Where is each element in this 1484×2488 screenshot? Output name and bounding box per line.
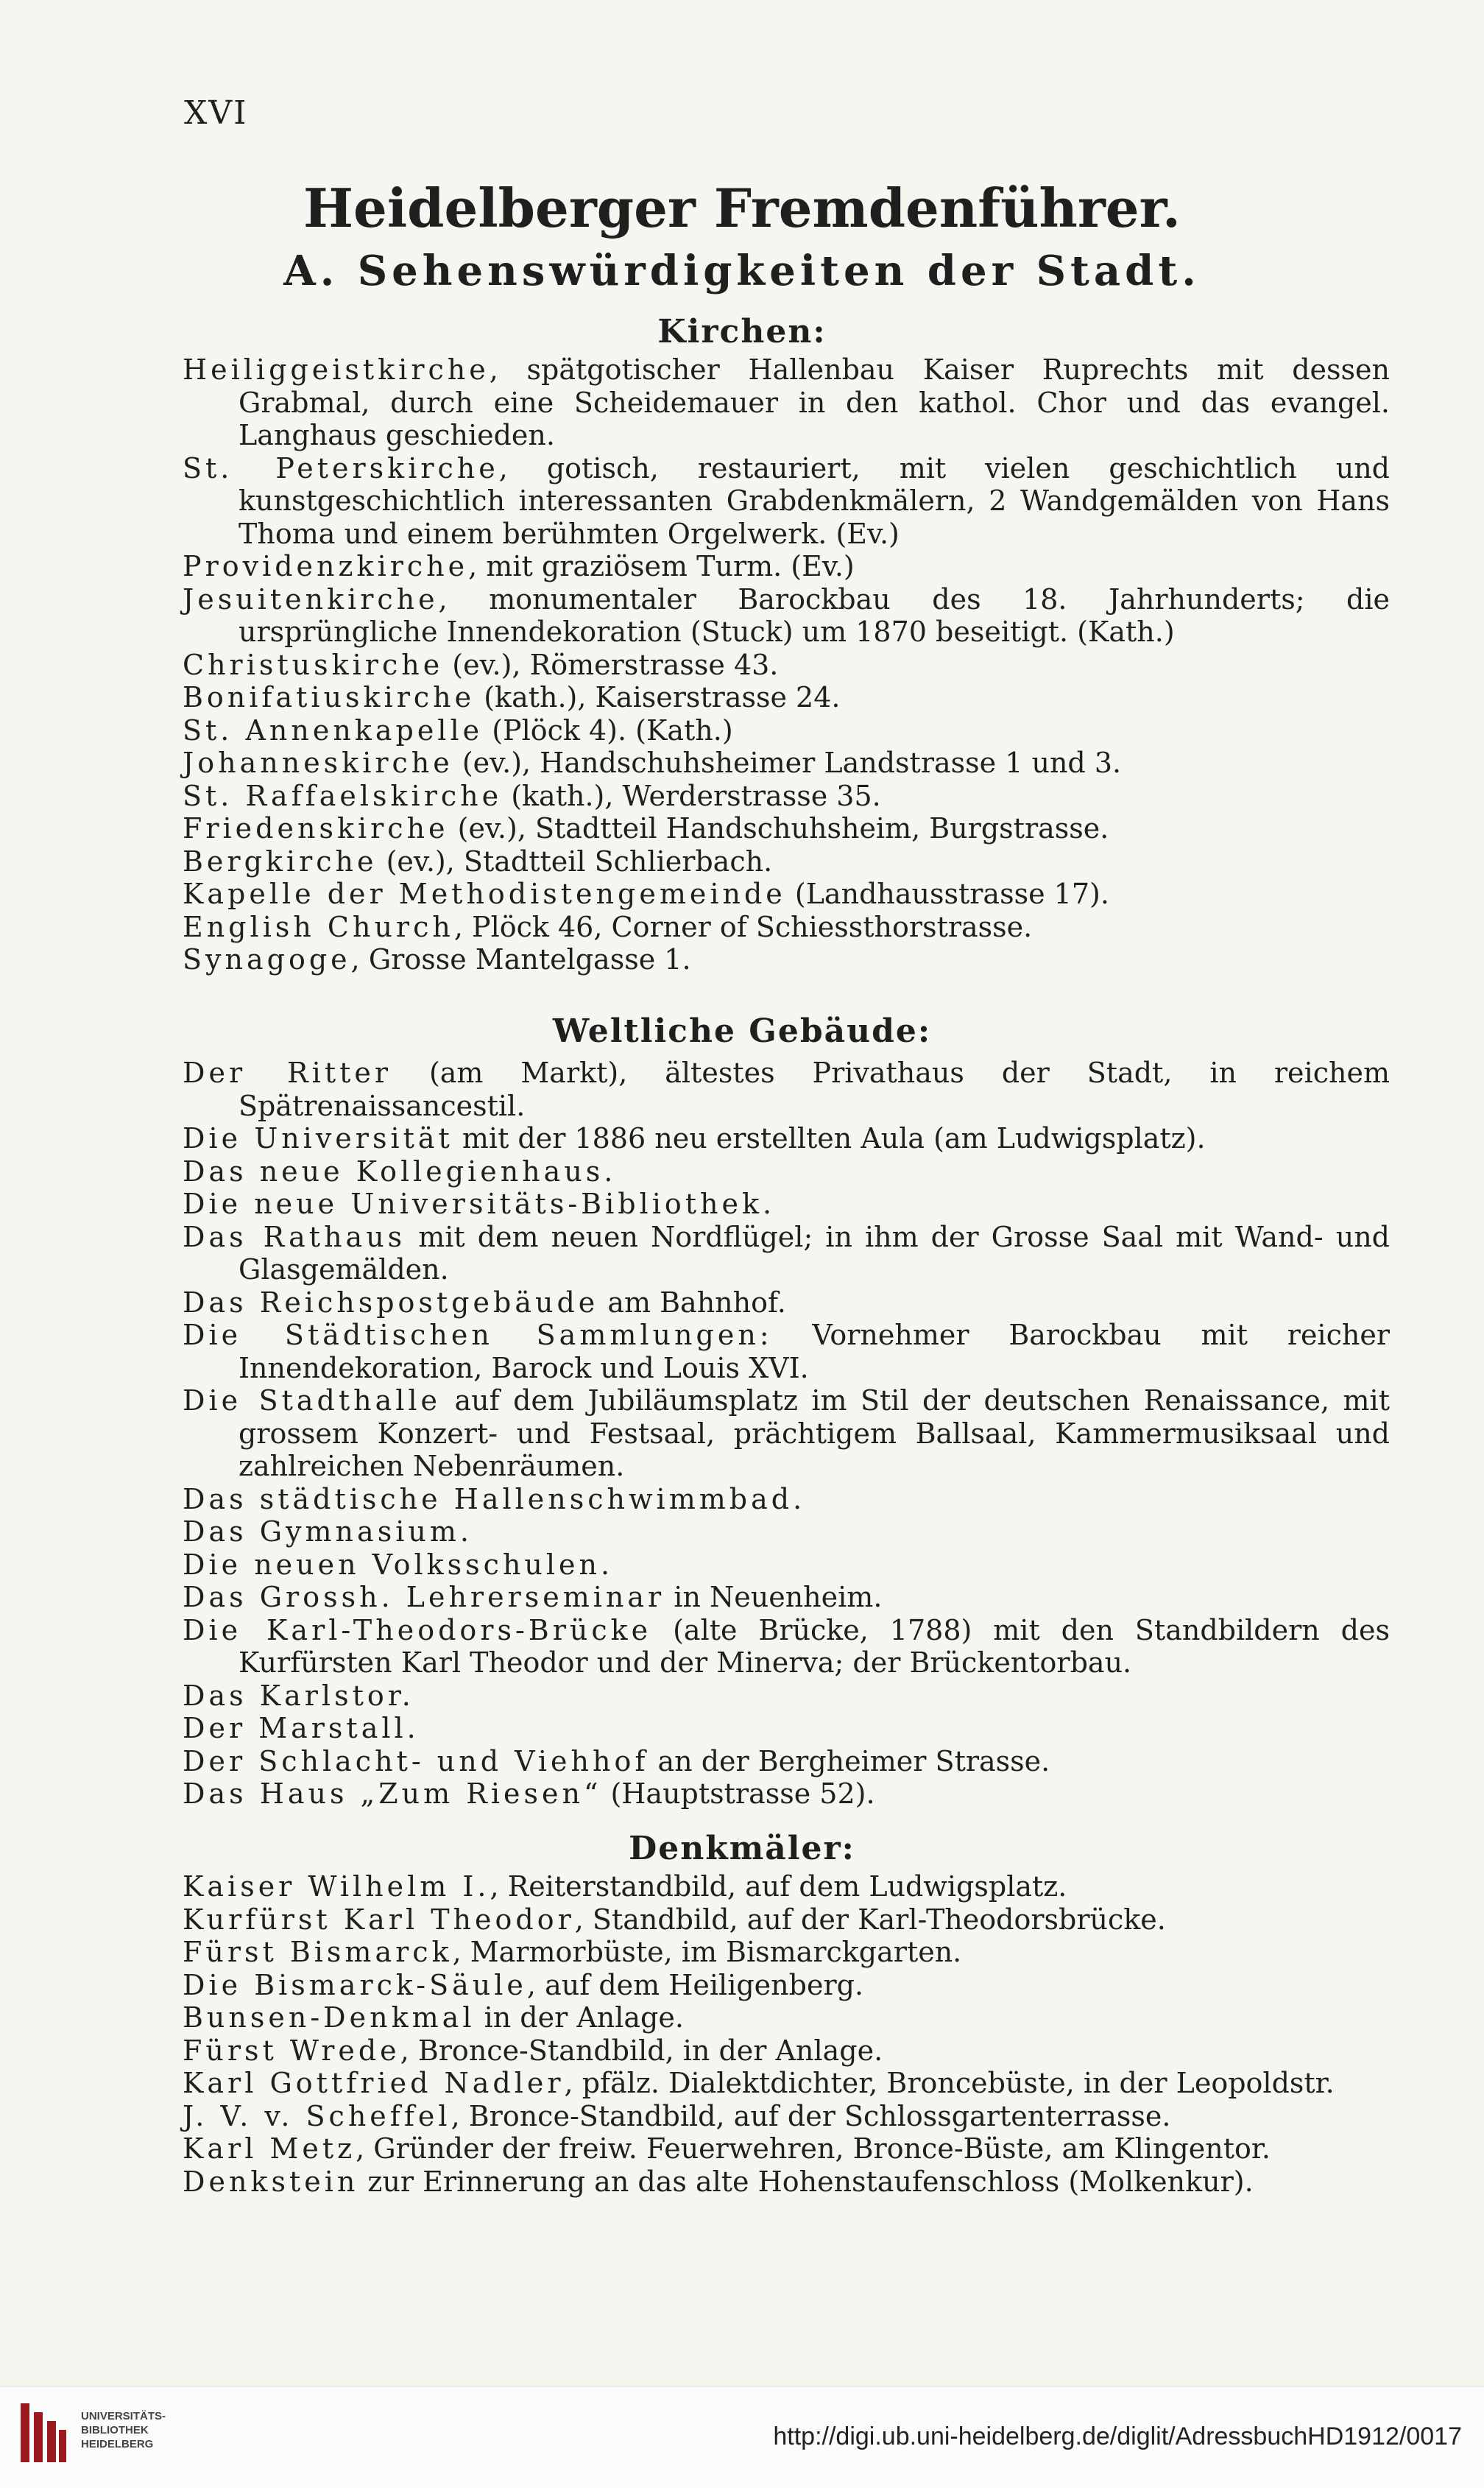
entry-description: auf dem Jubiläumsplatz im Stil der deutschen Renaissance, mit grossem Konzert- und Festsaal, prächtigem Ballsaal, Kammermusiksaal und zahlreichen Nebenräumen. bbox=[239, 1384, 1390, 1482]
list-item bbox=[183, 845, 1390, 878]
list-item bbox=[183, 2034, 1390, 2068]
entry-name: Synagoge bbox=[183, 943, 351, 976]
entry-name: Das Haus „Zum Riesen“ bbox=[183, 1777, 602, 1810]
list-item bbox=[183, 1680, 1390, 1713]
section-heading-weltliche-gebaeude: Weltliche Gebäude: bbox=[552, 1012, 932, 1050]
entry-description: Vornehmer Barockbau mit reicher Innendekoration, Barock und Louis XVI. bbox=[239, 1319, 1390, 1384]
entry-name: Bonifatiuskirche bbox=[183, 681, 476, 713]
entry-name: Der Ritter bbox=[183, 1057, 392, 1089]
list-item bbox=[183, 1712, 1390, 1745]
entry-description: , Standbild, auf der Karl-Theodorsbrücke. bbox=[574, 1903, 1166, 1936]
entry-description: , Plöck 46, Corner of Schiessthorstrasse. bbox=[453, 910, 1033, 943]
entry-name: St. Annenkapelle bbox=[183, 713, 484, 747]
library-name-line: UNIVERSITÄTS- bbox=[81, 2410, 166, 2422]
page-subtitle: A. Sehenswürdigkeiten der Stadt. bbox=[283, 247, 1201, 295]
list-item bbox=[183, 2100, 1390, 2133]
entry-name: Der Marstall. bbox=[183, 1712, 420, 1744]
list-item bbox=[183, 1936, 1390, 1969]
list-item bbox=[183, 1122, 1390, 1155]
entry-description: (Plöck 4). (Kath.) bbox=[483, 713, 733, 747]
list-item bbox=[183, 747, 1390, 780]
list-item bbox=[183, 550, 1390, 583]
list-item bbox=[183, 1155, 1390, 1188]
entry-name: Das Grossh. Lehrerseminar bbox=[183, 1581, 665, 1613]
entry-description: , Reiterstandbild, auf dem Ludwigsplatz. bbox=[490, 1870, 1067, 1903]
entry-name: Kaiser Wilhelm I. bbox=[183, 1870, 490, 1903]
entry-name: Das städtische Hallenschwimmbad. bbox=[183, 1482, 806, 1515]
entry-name: Die Städtischen Sammlungen: bbox=[183, 1319, 773, 1351]
entry-name: Karl Gottfried Nadler bbox=[183, 2067, 565, 2099]
logo-bar bbox=[59, 2430, 66, 2462]
list-item bbox=[183, 714, 1390, 747]
list-item bbox=[183, 681, 1390, 714]
entry-description: in Neuenheim. bbox=[665, 1581, 883, 1613]
page-number: XVI bbox=[184, 94, 248, 132]
entry-description: (ev.), Handschuhsheimer Landstrasse 1 und 3. bbox=[453, 747, 1122, 779]
entry-name: Jesuitenkirche bbox=[183, 582, 439, 616]
entry-description: an der Bergheimer Strasse. bbox=[649, 1744, 1050, 1777]
logo-bar bbox=[34, 2412, 43, 2462]
entry-name: Die Bismarck-Säule bbox=[183, 1968, 527, 2001]
entry-description: (kath.), Kaiserstrasse 24. bbox=[475, 681, 841, 713]
list-item bbox=[183, 353, 1390, 452]
entry-description: mit dem neuen Nordflügel; in ihm der Grosse Saal mit Wand- und Glasgemälden. bbox=[239, 1220, 1390, 1286]
entry-name: Die Karl-Theodors-Brücke bbox=[183, 1613, 652, 1646]
entry-description: , Bronce-Standbild, auf der Schlossgartenterrasse. bbox=[451, 2099, 1171, 2132]
list-item bbox=[183, 1483, 1390, 1516]
list-item bbox=[183, 943, 1390, 976]
list-item bbox=[183, 878, 1390, 911]
entry-description: zur Erinnerung an das alte Hohenstaufenschloss (Molkenkur). bbox=[358, 2165, 1254, 2198]
entry-name: Johanneskirche bbox=[183, 747, 453, 779]
entry-name: Heiliggeistkirche bbox=[183, 353, 490, 386]
entry-name: English Church bbox=[183, 910, 454, 943]
entry-description: (kath.), Werderstrasse 35. bbox=[502, 779, 881, 812]
list-item bbox=[183, 2165, 1390, 2199]
entry-description: , pfälz. Dialektdichter, Broncebüste, in der Leopoldstr. bbox=[564, 2067, 1335, 2099]
entry-description: , gotisch, restauriert, mit vielen geschichtlich und kunstgeschichtlich interessanten Grabdenkmälern, 2 Wandgemälden von Hans Thoma und einem berühmten Orgelwerk. (Ev.) bbox=[239, 451, 1390, 550]
list-item bbox=[183, 911, 1390, 944]
entry-name: Das Reichspostgebäude bbox=[183, 1286, 599, 1319]
entry-description: , Marmorbüste, im Bismarckgarten. bbox=[452, 1936, 962, 1968]
list-item bbox=[183, 1057, 1390, 1122]
list-item bbox=[183, 1745, 1390, 1778]
weltliche-gebaeude-list bbox=[183, 1057, 1390, 1811]
entry-description: , mit graziösem Turm. (Ev.) bbox=[468, 550, 855, 582]
entry-description: am Bahnhof. bbox=[598, 1286, 786, 1319]
entry-name: Friedenskirche bbox=[183, 812, 449, 845]
kirchen-list bbox=[183, 353, 1390, 976]
entry-name: Das Karlstor. bbox=[183, 1679, 414, 1712]
section-heading-denkmaeler: Denkmäler: bbox=[629, 1830, 855, 1867]
entry-name: St. Peterskirche bbox=[183, 451, 499, 484]
entry-description: , monumentaler Barockbau des 18. Jahrhunderts; die ursprüngliche Innendekoration (Stuck) um 1870 beseitigt. (Kath.) bbox=[239, 582, 1390, 648]
entry-name: Das Rathaus bbox=[183, 1220, 406, 1253]
list-item bbox=[183, 1319, 1390, 1384]
entry-description: mit der 1886 neu erstellten Aula (am Ludwigsplatz). bbox=[453, 1122, 1206, 1155]
entry-name: Fürst Bismarck bbox=[183, 1936, 453, 1968]
list-item bbox=[183, 1221, 1390, 1286]
entry-name: Die neuen Volksschulen. bbox=[183, 1548, 614, 1581]
list-item bbox=[183, 1515, 1390, 1548]
list-item bbox=[183, 1548, 1390, 1582]
footer-bar bbox=[0, 2386, 1484, 2488]
logo-bar bbox=[21, 2403, 29, 2462]
university-library-logo-icon bbox=[16, 2396, 69, 2470]
entry-description: (ev.), Römerstrasse 43. bbox=[443, 648, 779, 681]
list-item bbox=[183, 2001, 1390, 2034]
entry-name: Der Schlacht- und Viehhof bbox=[183, 1744, 649, 1777]
entry-description: (alte Brücke, 1788) mit den Standbildern des Kurfürsten Karl Theodor und der Minerva; der Brückentorbau. bbox=[239, 1613, 1390, 1679]
logo-bar bbox=[47, 2421, 56, 2462]
entry-name: Fürst Wrede bbox=[183, 2034, 400, 2067]
source-url-link[interactable]: http://digi.ub.uni-heidelberg.de/diglit/AdressbuchHD1912/0017 bbox=[773, 2422, 1462, 2450]
entry-name: Bunsen-Denkmal bbox=[183, 2001, 476, 2034]
entry-name: Providenzkirche bbox=[183, 550, 469, 582]
list-item bbox=[183, 812, 1390, 845]
list-item bbox=[183, 2132, 1390, 2165]
entry-description: (Hauptstrasse 52). bbox=[601, 1777, 875, 1810]
list-item bbox=[183, 583, 1390, 649]
list-item bbox=[183, 1870, 1390, 1903]
entry-name: Karl Metz bbox=[183, 2132, 356, 2165]
library-name-line: HEIDELBERG bbox=[81, 2438, 154, 2450]
library-name bbox=[81, 2409, 166, 2451]
entry-description: , Gründer der freiw. Feuerwehren, Bronce-Büste, am Klingentor. bbox=[356, 2132, 1271, 2165]
list-item bbox=[183, 452, 1390, 551]
entry-name: Bergkirche bbox=[183, 845, 378, 878]
list-item bbox=[183, 1188, 1390, 1221]
list-item bbox=[183, 1581, 1390, 1614]
entry-description: (Landhausstrasse 17). bbox=[785, 878, 1109, 910]
list-item bbox=[183, 1384, 1390, 1483]
entry-name: Die Universität bbox=[183, 1122, 453, 1155]
entry-name: Christuskirche bbox=[183, 648, 444, 681]
library-name-line: BIBLIOTHEK bbox=[81, 2424, 149, 2436]
list-item bbox=[183, 1777, 1390, 1811]
section-heading-kirchen: Kirchen: bbox=[657, 313, 827, 350]
entry-name: Die Stadthalle bbox=[183, 1384, 442, 1417]
list-item bbox=[183, 649, 1390, 682]
entry-description: (am Markt), ältestes Privathaus der Stadt, in reichem Spätrenaissancestil. bbox=[239, 1057, 1390, 1122]
entry-name: Das Gymnasium. bbox=[183, 1515, 473, 1548]
entry-description: (ev.), Stadtteil Schlierbach. bbox=[377, 845, 773, 878]
entry-name: Kurfürst Karl Theodor bbox=[183, 1903, 575, 1936]
entry-name: Die neue Universitäts-Bibliothek. bbox=[183, 1188, 776, 1220]
list-item bbox=[183, 2067, 1390, 2100]
list-item bbox=[183, 1614, 1390, 1680]
entry-description: (ev.), Stadtteil Handschuhsheim, Burgstrasse. bbox=[448, 812, 1109, 845]
list-item bbox=[183, 1286, 1390, 1319]
entry-description: , spätgotischer Hallenbau Kaiser Ruprechts mit dessen Grabmal, durch eine Scheidemauer in den kathol. Chor und das evangel. Langhaus geschieden. bbox=[239, 353, 1390, 451]
entry-description: in der Anlage. bbox=[475, 2001, 684, 2034]
list-item bbox=[183, 1903, 1390, 1937]
entry-description: , Bronce-Standbild, in der Anlage. bbox=[400, 2034, 883, 2067]
entry-name: Das neue Kollegienhaus. bbox=[183, 1155, 617, 1188]
entry-description: , Grosse Mantelgasse 1. bbox=[350, 943, 691, 976]
denkmaeler-list bbox=[183, 1870, 1390, 2198]
entry-name: Kapelle der Methodistengemeinde bbox=[183, 878, 786, 910]
entry-name: J. V. v. Scheffel bbox=[183, 2099, 451, 2132]
list-item bbox=[183, 1969, 1390, 2002]
entry-name: Denkstein bbox=[183, 2165, 359, 2198]
entry-name: St. Raffaelskirche bbox=[183, 779, 503, 812]
page-title: Heidelberger Fremdenführer. bbox=[303, 177, 1181, 239]
list-item bbox=[183, 780, 1390, 813]
entry-description: , auf dem Heiligenberg. bbox=[526, 1968, 864, 2001]
